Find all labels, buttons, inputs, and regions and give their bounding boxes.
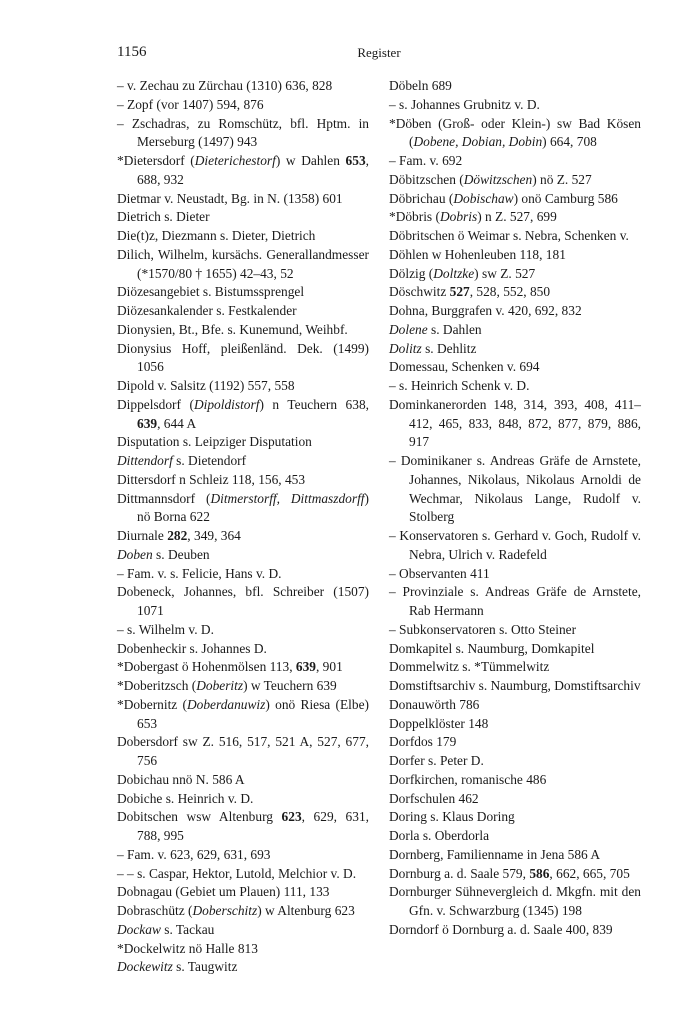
index-entry: Dilich, Wilhelm, kursächs. Generallandmesser (*1570/80 † 1655) 42–43, 52 bbox=[117, 246, 369, 281]
index-entry: Döbritschen ö Weimar s. Nebra, Schenken v. bbox=[389, 228, 629, 243]
index-entry: Dornburg a. d. Saale 579, 586, 662, 665, 705 bbox=[389, 865, 630, 881]
index-entry: *Döben (Groß- oder Klein-) sw Bad Kösen (Dobene, Dobian, Dobin) 664, 708 bbox=[389, 115, 641, 150]
index-entry: Doring s. Klaus Doring bbox=[389, 809, 515, 825]
index-entry: Dornberg, Familienname in Jena 586 A bbox=[389, 846, 600, 862]
index-entry: Dittersdorf n Schleiz 118, 156, 453 bbox=[117, 471, 306, 487]
index-entry: *Dietersdorf (Dieterichestorf) w Dahlen 653, 688, 932 bbox=[117, 153, 369, 187]
index-subentry: – Fam. v. 692 bbox=[389, 153, 463, 168]
index-entry: Domstiftsarchiv s. Naumburg, Domstiftsarchiv bbox=[389, 678, 641, 693]
index-entry: Diözesankalender s. Festkalender bbox=[117, 303, 297, 318]
index-entry: Dorfkirchen, romanische 486 bbox=[389, 771, 547, 787]
index-entry: Dobitschen wsw Altenburg 623, 629, 631, 788, 995 bbox=[117, 809, 369, 843]
index-subentry: – Fam. v. 623, 629, 631, 693 bbox=[117, 846, 271, 862]
index-entry: Dorfschulen 462 bbox=[389, 790, 479, 806]
index-entry: *Doberitzsch (Doberitz) w Teuchern 639 bbox=[117, 678, 337, 693]
index-entry: Dobichau nnö N. 586 A bbox=[117, 771, 245, 787]
running-head: Register bbox=[357, 45, 401, 60]
page-header bbox=[117, 44, 641, 64]
index-entry: Dornburger Sühnevergleich d. Mkgfn. mit den Gfn. v. Schwarzburg (1345) 198 bbox=[389, 884, 641, 918]
index-entry: Disputation s. Leipziger Disputation bbox=[117, 434, 312, 450]
index-entry: Dolitz s. Dehlitz bbox=[389, 340, 477, 356]
index-entry: Doben s. Deuben bbox=[117, 546, 210, 562]
index-entry: Dölzig (Doltzke) sw Z. 527 bbox=[389, 265, 536, 281]
index-entry: Dippelsdorf (Dipoldistorf) n Teuchern 638, 639, 644 A bbox=[117, 396, 369, 431]
index-subentry: – Dominikaner s. Andreas Gräfe de Arnstete, Johannes, Nikolaus, Nikolaus Arnoldi de Wechmar, Nikolaus Lange, Rudolf v. Stolberg bbox=[389, 453, 641, 525]
index-entry: Dobnagau (Gebiet um Plauen) 111, 133 bbox=[117, 884, 330, 900]
page-number: 1156 bbox=[117, 44, 147, 60]
index-entry: Domessau, Schenken v. 694 bbox=[389, 359, 540, 375]
index-entry: Döschwitz 527, 528, 552, 850 bbox=[389, 284, 551, 300]
index-entry: Dobraschütz (Doberschitz) w Altenburg 623 bbox=[117, 903, 355, 918]
index-entry: Dittmannsdorf (Ditmerstorff, Dittmaszdorff) nö Borna 622 bbox=[117, 490, 369, 525]
index-entry: Dobenheckir s. Johannes D. bbox=[117, 640, 267, 656]
index-entry: Dommelwitz s. *Tümmelwitz bbox=[389, 659, 550, 675]
index-entry: Döhlen w Hohenleuben 118, 181 bbox=[389, 246, 566, 262]
index-entry: Dominkanerorden 148, 314, 393, 408, 411–412, 465, 833, 848, 872, 877, 879, 886, 917 bbox=[389, 396, 641, 450]
index-entry: Dittendorf s. Dietendorf bbox=[117, 453, 247, 468]
index-entry: Diözesangebiet s. Bistumssprengel bbox=[117, 284, 305, 300]
index-entry: Dionysien, Bt., Bfe. s. Kunemund, Weihbf. bbox=[117, 321, 348, 337]
index-entry: Dorla s. Oberdorla bbox=[389, 828, 490, 843]
index-entry: Döbrichau (Dobischaw) onö Camburg 586 bbox=[389, 190, 618, 206]
index-entry: Döbitzschen (Döwitzschen) nö Z. 527 bbox=[389, 171, 592, 187]
index-entry: Dobeneck, Johannes, bfl. Schreiber (1507) 1071 bbox=[117, 584, 369, 618]
index-entry: Donauwörth 786 bbox=[389, 696, 480, 712]
index-column-left bbox=[117, 77, 369, 977]
index-entry: Domkapitel s. Naumburg, Domkapitel bbox=[389, 640, 595, 656]
index-entry: Dockewitz s. Taugwitz bbox=[117, 959, 238, 975]
index-subentry: – Subkonservatoren s. Otto Steiner bbox=[389, 621, 577, 637]
index-entry: Dobersdorf sw Z. 516, 517, 521 A, 527, 677, 756 bbox=[117, 734, 369, 768]
index-entry: Doppelklöster 148 bbox=[389, 715, 489, 731]
index-subentry: – Provinziale s. Andreas Gräfe de Arnstete, Rab Hermann bbox=[389, 584, 641, 618]
index-entry: Dobiche s. Heinrich v. D. bbox=[117, 790, 254, 806]
index-subentry: – s. Wilhelm v. D. bbox=[117, 621, 214, 637]
index-column-right bbox=[389, 77, 641, 940]
index-subentry: – Observanten 411 bbox=[389, 565, 490, 581]
index-subentry: – Zopf (vor 1407) 594, 876 bbox=[117, 96, 264, 112]
index-entry: Dorfer s. Peter D. bbox=[389, 753, 484, 768]
index-subentry: – Fam. v. s. Felicie, Hans v. D. bbox=[117, 565, 282, 581]
index-entry: Döbeln 689 bbox=[389, 78, 452, 93]
index-entry: Diurnale 282, 349, 364 bbox=[117, 528, 241, 543]
index-entry: Dipold v. Salsitz (1192) 557, 558 bbox=[117, 378, 295, 393]
index-entry: *Dobergast ö Hohenmölsen 113, 639, 901 bbox=[117, 659, 343, 675]
index-entry: Die(t)z, Diezmann s. Dieter, Dietrich bbox=[117, 228, 316, 243]
index-entry: Dietrich s. Dieter bbox=[117, 209, 210, 225]
index-subentry: – s. Heinrich Schenk v. D. bbox=[389, 378, 530, 393]
index-entry: Dietmar v. Neustadt, Bg. in N. (1358) 601 bbox=[117, 190, 343, 206]
index-entry: *Döbris (Dobris) n Z. 527, 699 bbox=[389, 209, 557, 225]
index-subentry: – Zschadras, zu Romschütz, bfl. Hptm. in Merseburg (1497) 943 bbox=[117, 115, 369, 150]
index-subentry: – – s. Caspar, Hektor, Lutold, Melchior v. D. bbox=[117, 865, 357, 881]
index-entry: Dolene s. Dahlen bbox=[389, 321, 482, 337]
index-entry: Dockaw s. Tackau bbox=[117, 921, 215, 937]
index-entry: Dionysius Hoff, pleißenländ. Dek. (1499) 1056 bbox=[117, 340, 369, 375]
index-entry: *Dobernitz (Doberdanuwiz) onö Riesa (Elbe) 653 bbox=[117, 696, 370, 731]
index-entry: Dorfdos 179 bbox=[389, 734, 457, 750]
index-entry: *Dockelwitz nö Halle 813 bbox=[117, 940, 258, 956]
index-subentry: – s. Johannes Grubnitz v. D. bbox=[389, 96, 540, 112]
index-entry: Dorndorf ö Dornburg a. d. Saale 400, 839 bbox=[389, 921, 613, 937]
index-subentry: – Konservatoren s. Gerhard v. Goch, Rudolf v. Nebra, Ulrich v. Radefeld bbox=[389, 528, 641, 562]
index-subentry: – v. Zechau zu Zürchau (1310) 636, 828 bbox=[117, 78, 333, 93]
index-entry: Dohna, Burggrafen v. 420, 692, 832 bbox=[389, 303, 582, 318]
